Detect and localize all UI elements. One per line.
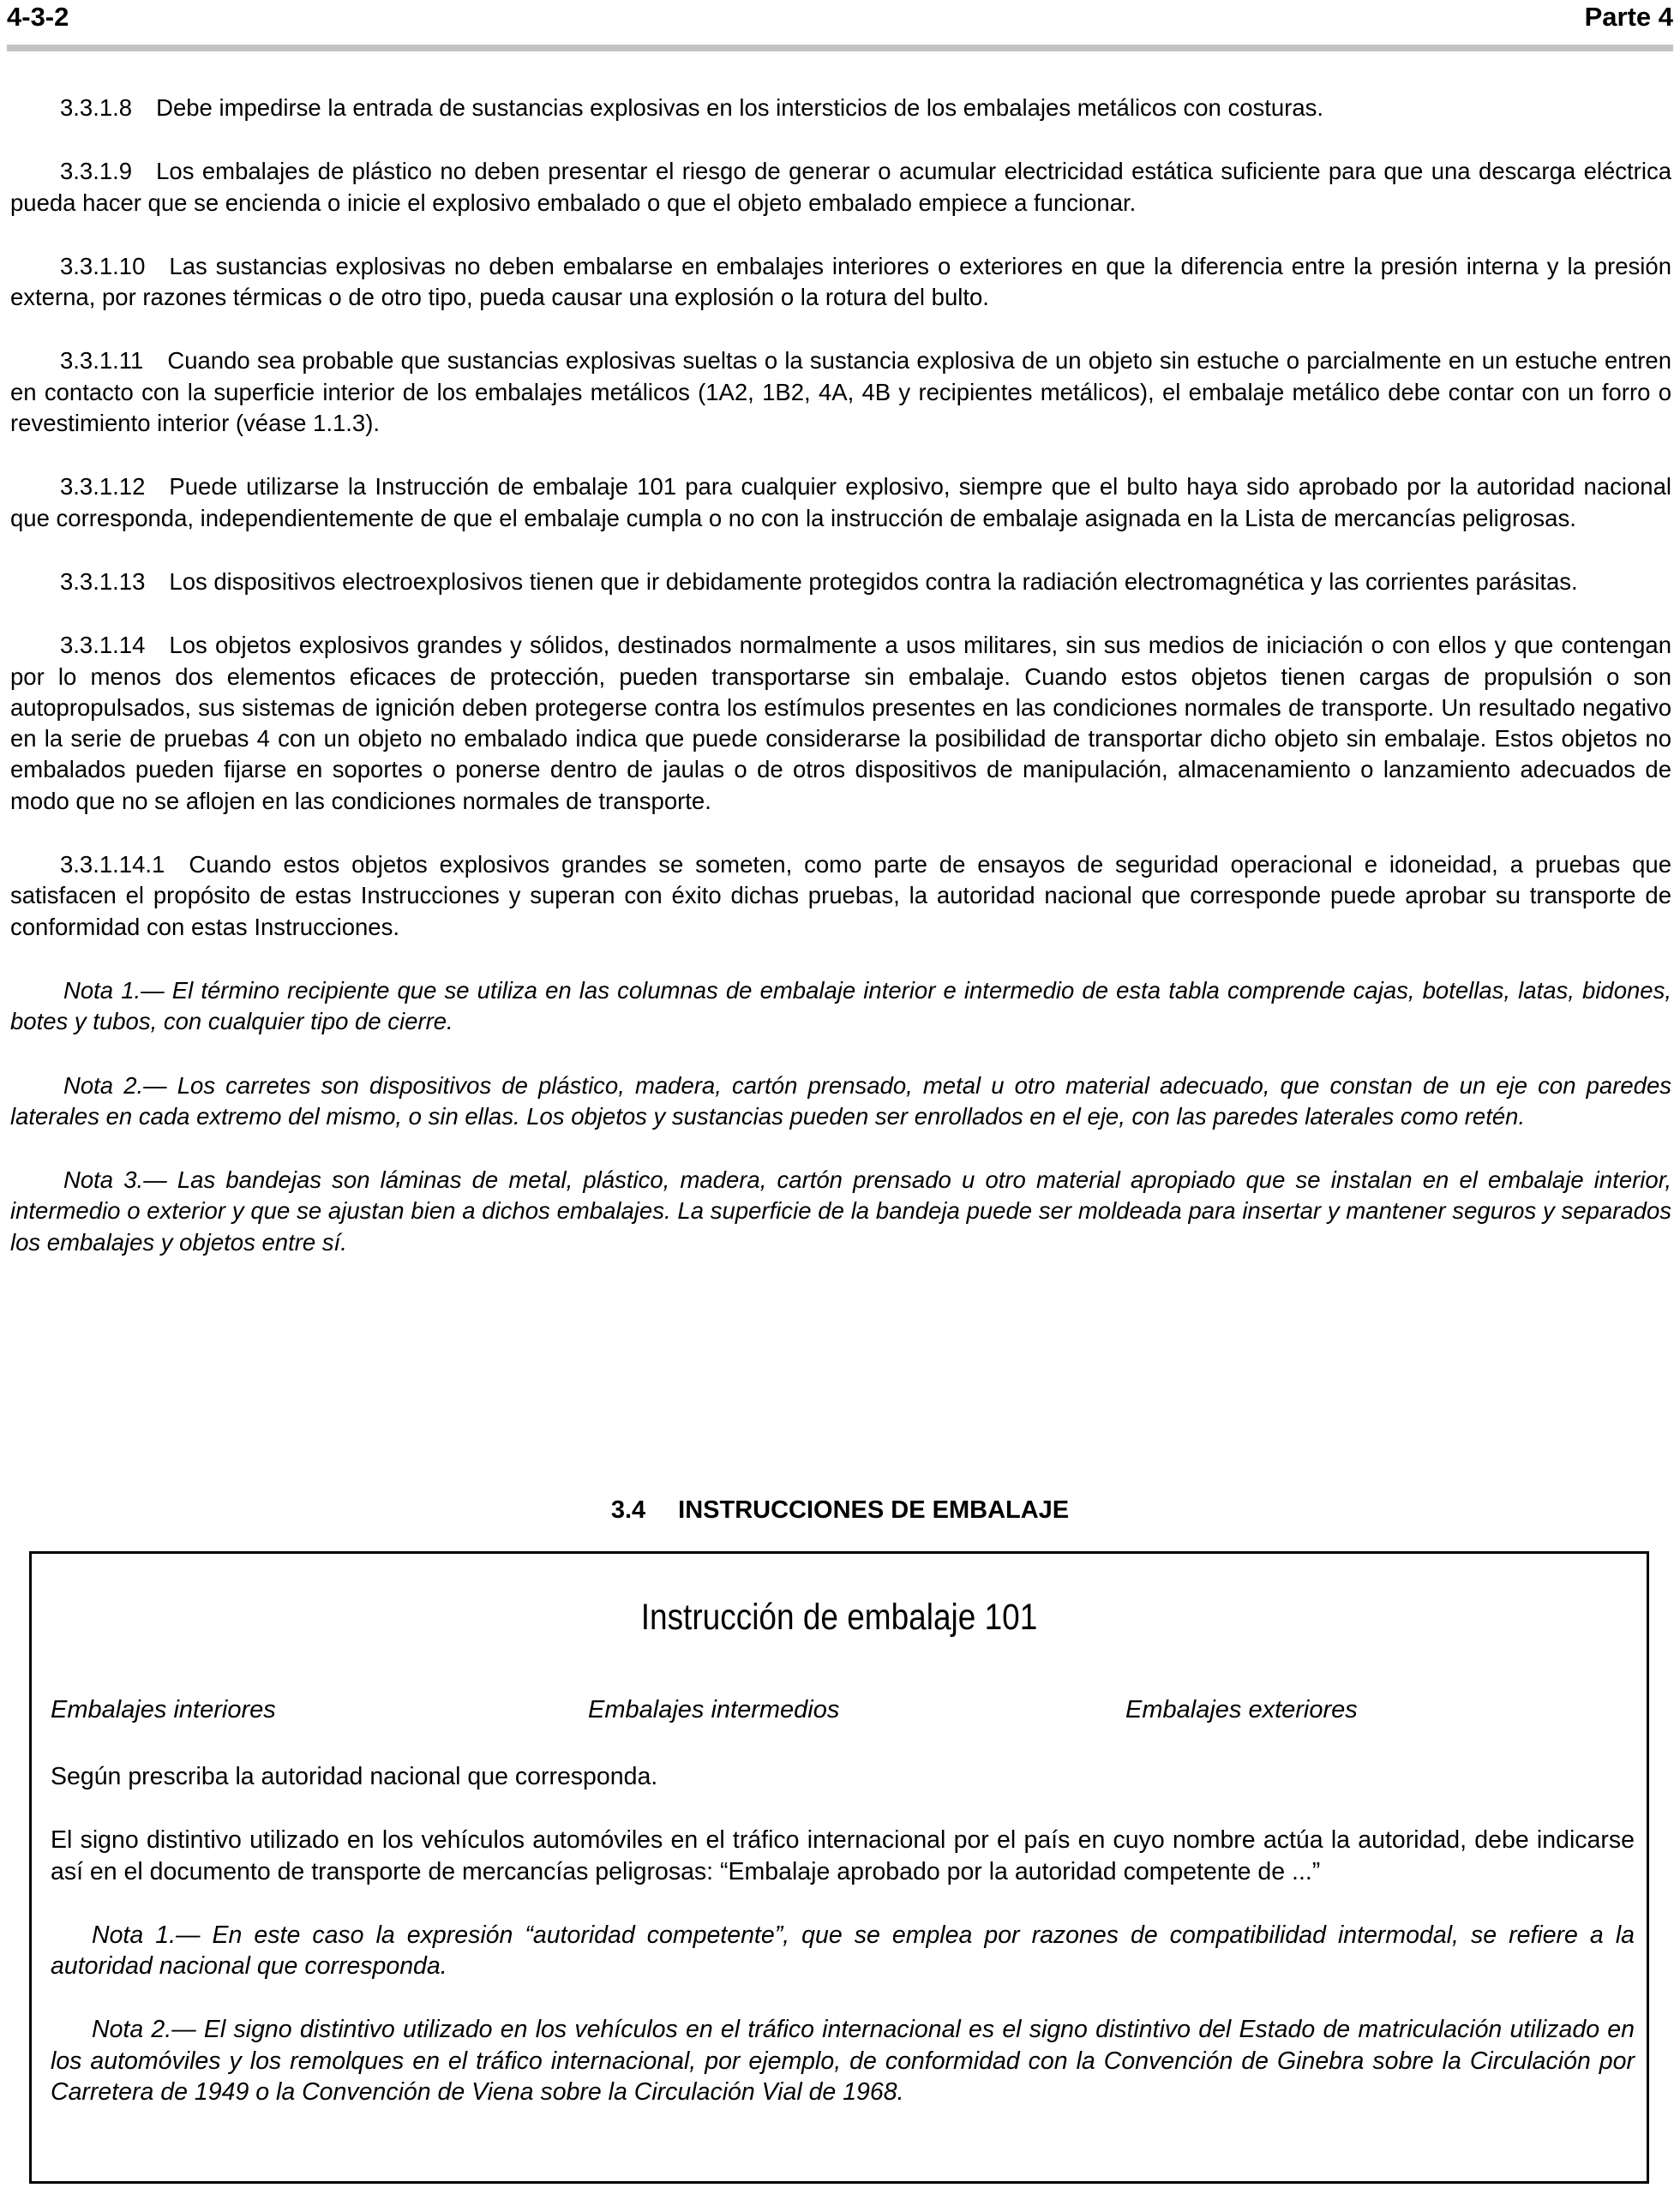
paragraph-text: Puede utilizarse la Instrucción de embalaje 101 para cualquier explosivo, siempre que el bulto haya sido aprobado por la autoridad nacional que corresponda, independientemente de que el embalaje cumpla o no con la instrucción de embalaje asignada en la Lista de mercancías peligrosas. xyxy=(10,473,1671,531)
paragraph-text: Cuando estos objetos explosivos grandes se someten, como parte de ensayos de seguridad operacional e idoneidad, a pruebas que satisfacen el propósito de estas Instrucciones y superan con éxito dichas pruebas, la autoridad nacional que corresponde puede aprobar su transporte de conformidad con estas Instrucciones. xyxy=(10,851,1671,940)
paragraph xyxy=(10,630,1671,817)
paragraph-text: Los objetos explosivos grandes y sólidos, destinados normalmente a usos militares, sin sus medios de iniciación o con ellos y que contengan por lo menos dos elementos eficaces de protección, pueden transportarse sin embalaje. Cuando estos objetos tienen cargas de propulsión o son autopropulsados, sus sistemas de ignición deben protegerse contra los estímulos presentes en las condiciones normales de transporte. Un resultado negativo en la serie de pruebas 4 con un objeto no embalado indica que puede considerarse la posibilidad de transportar dicho objeto sin embalaje. Estos objetos no embalados pueden fijarse en soportes o ponerse dentro de jaulas o de otros dispositivos de manipulación, almacenamiento o lanzamiento adecuados de modo que no se aflojen en las condiciones normales de transporte. xyxy=(10,632,1671,814)
column-outer-packagings: Embalajes exteriores xyxy=(1125,1696,1358,1723)
paragraph xyxy=(10,566,1671,597)
box-title: Instrucción de embalaje 101 xyxy=(640,1597,1038,1638)
box-text-2: El signo distintivo utilizado en los vehículos automóviles en el tráfico internacional por el país en cuyo nombre actúa la autoridad, debe indicarse así en el documento de transporte de mercancías peligrosas: “Embalaje aprobado por la autoridad competente de ...” xyxy=(51,1826,1635,1885)
note-1: Nota 1.— El término recipiente que se utiliza en las columnas de embalaje interior e intermedio de esta tabla comprende cajas, botellas, latas, bidones, botes y tubos, con cualquier tipo de cierre. xyxy=(10,976,1671,1035)
paragraph-number: 3.3.1.12 xyxy=(60,473,146,501)
box-note-2: Nota 2.— El signo distintivo utilizado en los vehículos en el tráfico internacional es el signo distintivo del Estado de matriculación utilizado en los automóviles y los remolques en el tráfico internacional, por ejemplo, de conformidad con la Convención de Ginebra sobre la Circulación por Carretera de 1949 o la Convención de Viena sobre la Circulación Vial de 1968. xyxy=(51,2016,1635,2107)
paragraph-number: 3.3.1.8 xyxy=(60,94,133,121)
paragraph-number: 3.3.1.13 xyxy=(60,567,146,595)
header-rule xyxy=(7,45,1673,51)
paragraph xyxy=(10,849,1671,943)
paragraph-text: Las sustancias explosivas no deben embalarse en embalajes interiores o exteriores en que la diferencia entre la presión interna y la presión externa, por razones térmicas o de otro tipo, pueda causar una explosión o la rotura del bulto. xyxy=(10,252,1671,311)
paragraph xyxy=(10,251,1671,314)
paragraph-number: 3.3.1.11 xyxy=(60,347,144,375)
part-label: Parte 4 xyxy=(1584,2,1673,32)
section-title: INSTRUCCIONES DE EMBALAJE xyxy=(678,1496,1070,1524)
column-intermediate-packagings: Embalajes intermedios xyxy=(588,1696,840,1723)
note-2: Nota 2.— Los carretes son dispositivos de plástico, madera, cartón prensado, metal u otro material adecuado, que constan de un eje con paredes laterales en cada extremo del mismo, o sin ellas. Los objetos y sustancias pueden ser enrollados en el eje, con las paredes laterales como retén. xyxy=(10,1071,1671,1130)
column-inner-packagings: Embalajes interiores xyxy=(51,1696,276,1723)
paragraph xyxy=(10,471,1671,534)
section-heading xyxy=(0,1496,1680,1525)
paragraph xyxy=(10,93,1671,123)
paragraph-number: 3.3.1.10 xyxy=(60,252,146,279)
paragraph-text: Cuando sea probable que sustancias explosivas sueltas o la sustancia explosiva de un objeto sin estuche o parcialmente en un estuche entren en contacto con la superficie interior de los embalajes metálicos (1A2, 1B2, 4A, 4B y recipientes metálicos), el embalaje metálico debe contar con un forro o revestimiento interior (véase 1.1.3). xyxy=(10,347,1671,437)
main-text xyxy=(10,93,1671,1291)
paragraph-text: Debe impedirse la entrada de sustancias explosivas en los intersticios de los embalajes metálicos con costuras. xyxy=(156,94,1324,121)
packaging-columns xyxy=(51,1696,1635,1734)
page-header xyxy=(7,0,1673,43)
section-number: 3.4 xyxy=(610,1496,646,1524)
box-note-1: Nota 1.— En este caso la expresión “autoridad competente”, que se emplea por razones de compatibilidad intermodal, se refiere a la autoridad nacional que corresponda. xyxy=(51,1921,1635,1981)
paragraph xyxy=(10,345,1671,439)
box-text-1: Según prescriba la autoridad nacional que corresponda. xyxy=(51,1763,658,1790)
page-number: 4-3-2 xyxy=(7,2,69,32)
paragraph-number: 3.3.1.9 xyxy=(60,158,133,185)
box-content xyxy=(51,1696,1635,2140)
paragraph xyxy=(10,156,1671,219)
packing-instruction-box xyxy=(29,1551,1649,2184)
note-3: Nota 3.— Las bandejas son láminas de metal, plástico, madera, cartón prensado u otro material apropiado que se instalan en el embalaje interior, intermedio o exterior y que se ajustan bien a dichos embalajes. La superficie de la bandeja puede ser moldeada para insertar y mantener seguros y separados los embalajes y objetos entre sí. xyxy=(10,1166,1671,1256)
paragraph-number: 3.3.1.14 xyxy=(60,632,146,659)
paragraph-text: Los dispositivos electroexplosivos tienen que ir debidamente protegidos contra la radiación electromagnética y las corrientes parásitas. xyxy=(169,567,1578,595)
paragraph-text: Los embalajes de plástico no deben presentar el riesgo de generar o acumular electricidad estática suficiente para que una descarga eléctrica pueda hacer que se encienda o inicie el explosivo embalado o que el objeto embalado empiece a funcionar. xyxy=(10,158,1671,216)
paragraph-number: 3.3.1.14.1 xyxy=(60,851,165,878)
